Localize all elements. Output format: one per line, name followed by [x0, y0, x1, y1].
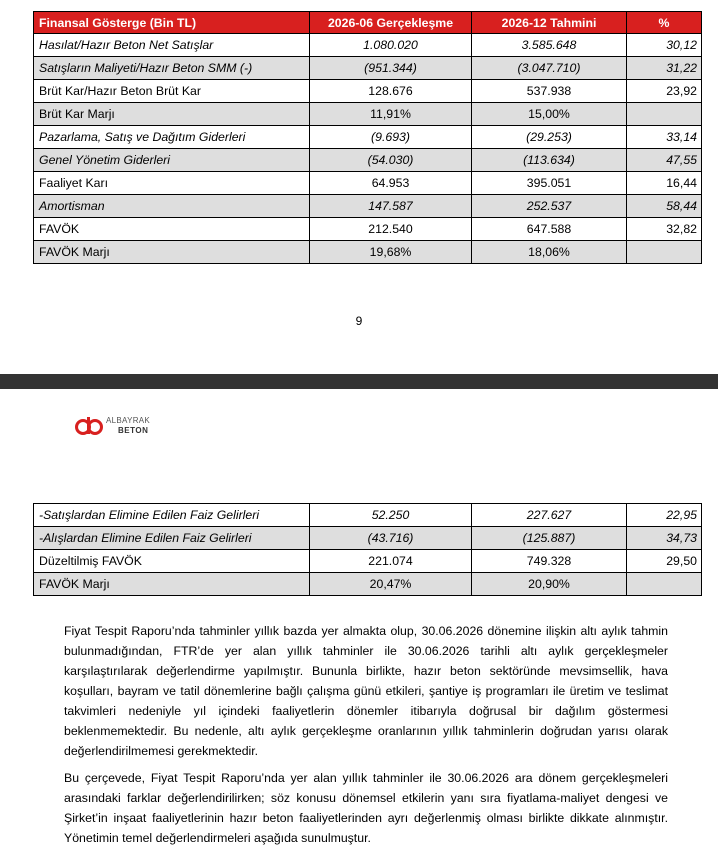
row-forecast: 227.627: [472, 504, 627, 527]
row-actual: 128.676: [310, 80, 472, 103]
row-actual: 19,68%: [310, 241, 472, 264]
financial-table: [33, 11, 702, 264]
row-percent: [627, 241, 702, 264]
table-row: [34, 573, 702, 596]
row-actual: 11,91%: [310, 103, 472, 126]
row-percent: 47,55: [627, 149, 702, 172]
row-actual: 64.953: [310, 172, 472, 195]
row-label: Brüt Kar/Hazır Beton Brüt Kar: [34, 80, 310, 103]
row-forecast: 3.585.648: [472, 34, 627, 57]
row-percent: 33,14: [627, 126, 702, 149]
row-percent: 29,50: [627, 550, 702, 573]
row-forecast: (125.887): [472, 527, 627, 550]
row-forecast: 749.328: [472, 550, 627, 573]
row-percent: 23,92: [627, 80, 702, 103]
table-row: [34, 172, 702, 195]
row-forecast: 647.588: [472, 218, 627, 241]
table-row: [34, 195, 702, 218]
body-paragraph: Bu çerçevede, Fiyat Tespit Raporu’nda yer alan yıllık tahminler ile 30.06.2026 ara dönem gerçekleşmeleri arasındaki farklar değerlendirilirken; söz konusu dönemsel etkilerin yanı sıra fiyatlama-maliyet dengesi ve Şirket’in inşaat faaliyetlerinin hazır beton faaliyetlerinden ayrı değerlenmiş olması birlikte dikkate alınmıştır. Yönetimin temel değerlendirmeleri aşağıda sunulmuştur.: [64, 771, 668, 846]
row-label: Pazarlama, Satış ve Dağıtım Giderleri: [34, 126, 310, 149]
row-forecast: (29.253): [472, 126, 627, 149]
page-divider: [0, 374, 718, 389]
row-label: Genel Yönetim Giderleri: [34, 149, 310, 172]
row-percent: 22,95: [627, 504, 702, 527]
row-forecast: 20,90%: [472, 573, 627, 596]
table-row: [34, 80, 702, 103]
row-actual: 147.587: [310, 195, 472, 218]
adjusted-ebitda-table: [33, 503, 702, 596]
row-percent: 31,22: [627, 57, 702, 80]
page-number: 9: [355, 314, 363, 328]
table-row: [34, 103, 702, 126]
row-forecast: (3.047.710): [472, 57, 627, 80]
table-row: [34, 149, 702, 172]
row-label: Satışların Maliyeti/Hazır Beton SMM (-): [34, 57, 310, 80]
row-label: Hasılat/Hazır Beton Net Satışlar: [34, 34, 310, 57]
row-percent: 32,82: [627, 218, 702, 241]
row-actual: 1.080.020: [310, 34, 472, 57]
table-row: [34, 527, 702, 550]
row-forecast: (113.634): [472, 149, 627, 172]
row-label: Düzeltilmiş FAVÖK: [34, 550, 310, 573]
row-percent: 34,73: [627, 527, 702, 550]
row-forecast: 537.938: [472, 80, 627, 103]
table-row: [34, 218, 702, 241]
header-percent: %: [627, 12, 702, 34]
header-forecast: 2026-12 Tahmini: [472, 12, 627, 34]
row-percent: [627, 103, 702, 126]
table-row: [34, 241, 702, 264]
row-forecast: 18,06%: [472, 241, 627, 264]
body-paragraph: Fiyat Tespit Raporu’nda tahminler yıllık bazda yer almakta olup, 30.06.2026 dönemine ilişkin altı aylık tahmin bulunmadığından, FTR’de yer alan yıllık tahminler ile 30.06.2026 tarihli altı aylık gerçekleşmeler karşılaştırılarak değerlendirme yapılmıştır. Bununla birlikte, hazır beton sektöründe mevsimsellik, hava koşulları, bayram ve tatil dönemlerine bağlı çalışma günü etkileri, şantiye iş programları ile üretim ve teslimat takvimleri nedeniyle yıl içindeki faaliyetlerin dönemler itibarıyla doğrusal bir dağılım göstermesi beklenmemektedir. Bu nedenle, altı aylık gerçekleşme oranlarının yıllık tahminlerin doğrudan yarısı olarak değerlendirilmemesi gerekmektedir.: [64, 624, 668, 759]
header-actual: 2026-06 Gerçekleşme: [310, 12, 472, 34]
logo-mark-icon: [74, 416, 104, 436]
row-forecast: 252.537: [472, 195, 627, 218]
row-label: FAVÖK: [34, 218, 310, 241]
table-row: [34, 126, 702, 149]
row-percent: [627, 573, 702, 596]
row-label: -Alışlardan Elimine Edilen Faiz Gelirleri: [34, 527, 310, 550]
row-percent: 16,44: [627, 172, 702, 195]
row-label: FAVÖK Marjı: [34, 241, 310, 264]
row-actual: 52.250: [310, 504, 472, 527]
row-actual: 221.074: [310, 550, 472, 573]
logo-text-line2: BETON: [118, 426, 149, 435]
row-actual: (951.344): [310, 57, 472, 80]
row-label: Amortisman: [34, 195, 310, 218]
row-actual: 212.540: [310, 218, 472, 241]
row-actual: (9.693): [310, 126, 472, 149]
row-forecast: 395.051: [472, 172, 627, 195]
row-label: Faaliyet Karı: [34, 172, 310, 195]
logo-text-line1: ALBAYRAK: [106, 416, 151, 425]
header-indicator: Finansal Gösterge (Bin TL): [34, 12, 310, 34]
row-actual: 20,47%: [310, 573, 472, 596]
table-row: [34, 550, 702, 573]
row-actual: (43.716): [310, 527, 472, 550]
table-row: [34, 57, 702, 80]
row-label: FAVÖK Marjı: [34, 573, 310, 596]
row-label: Brüt Kar Marjı: [34, 103, 310, 126]
table-row: [34, 34, 702, 57]
table-row: [34, 504, 702, 527]
row-label: -Satışlardan Elimine Edilen Faiz Gelirleri: [34, 504, 310, 527]
row-percent: 58,44: [627, 195, 702, 218]
table-header-row: [34, 12, 702, 34]
row-percent: 30,12: [627, 34, 702, 57]
row-actual: (54.030): [310, 149, 472, 172]
row-forecast: 15,00%: [472, 103, 627, 126]
